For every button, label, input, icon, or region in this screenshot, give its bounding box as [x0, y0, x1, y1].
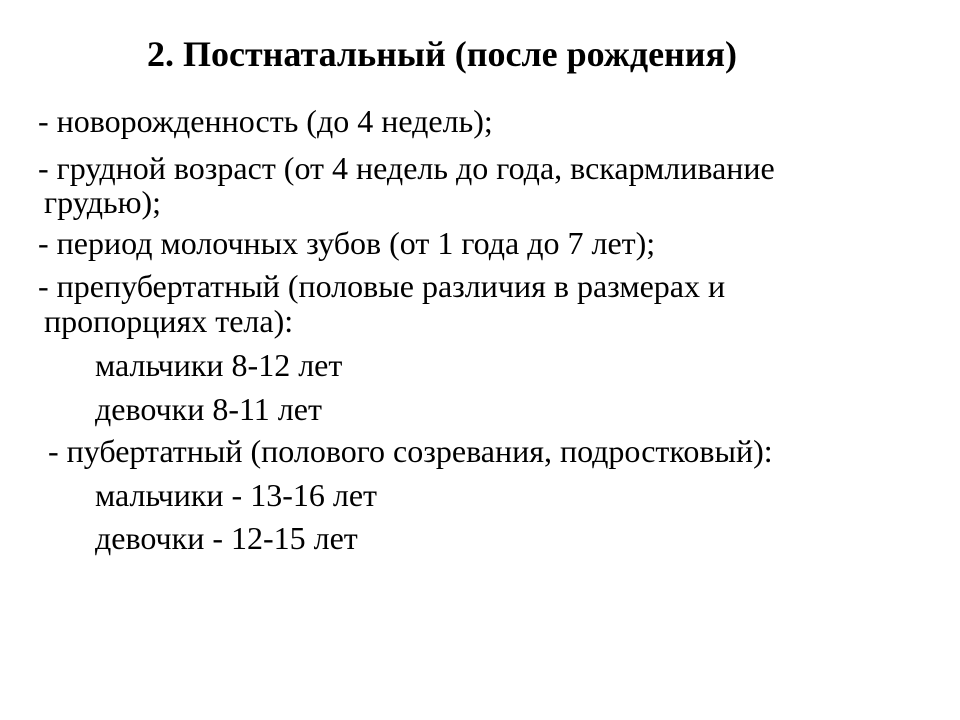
list-item-pubertal: - пубертатный (полового созревания, подростковый): — [48, 433, 773, 469]
list-item-newborn: - новорожденность (до 4 недель); — [38, 103, 493, 139]
list-item-milk-teeth: - период молочных зубов (от 1 года до 7 лет); — [38, 225, 656, 261]
list-item-prepubertal-continued: пропорциях тела): — [44, 303, 294, 339]
slide-title: 2. Постнатальный (после рождения) — [147, 34, 737, 74]
list-item-infancy: - грудной возраст (от 4 недель до года, вскармливание — [38, 150, 775, 186]
pubertal-girls: девочки - 12-15 лет — [95, 520, 358, 556]
list-item-prepubertal: - препубертатный (половые различия в размерах и — [38, 268, 726, 304]
list-item-infancy-continued: грудью); — [44, 184, 162, 220]
pubertal-boys: мальчики - 13-16 лет — [95, 477, 377, 513]
prepubertal-boys: мальчики 8-12 лет — [95, 347, 343, 383]
prepubertal-girls: девочки 8-11 лет — [95, 391, 322, 427]
